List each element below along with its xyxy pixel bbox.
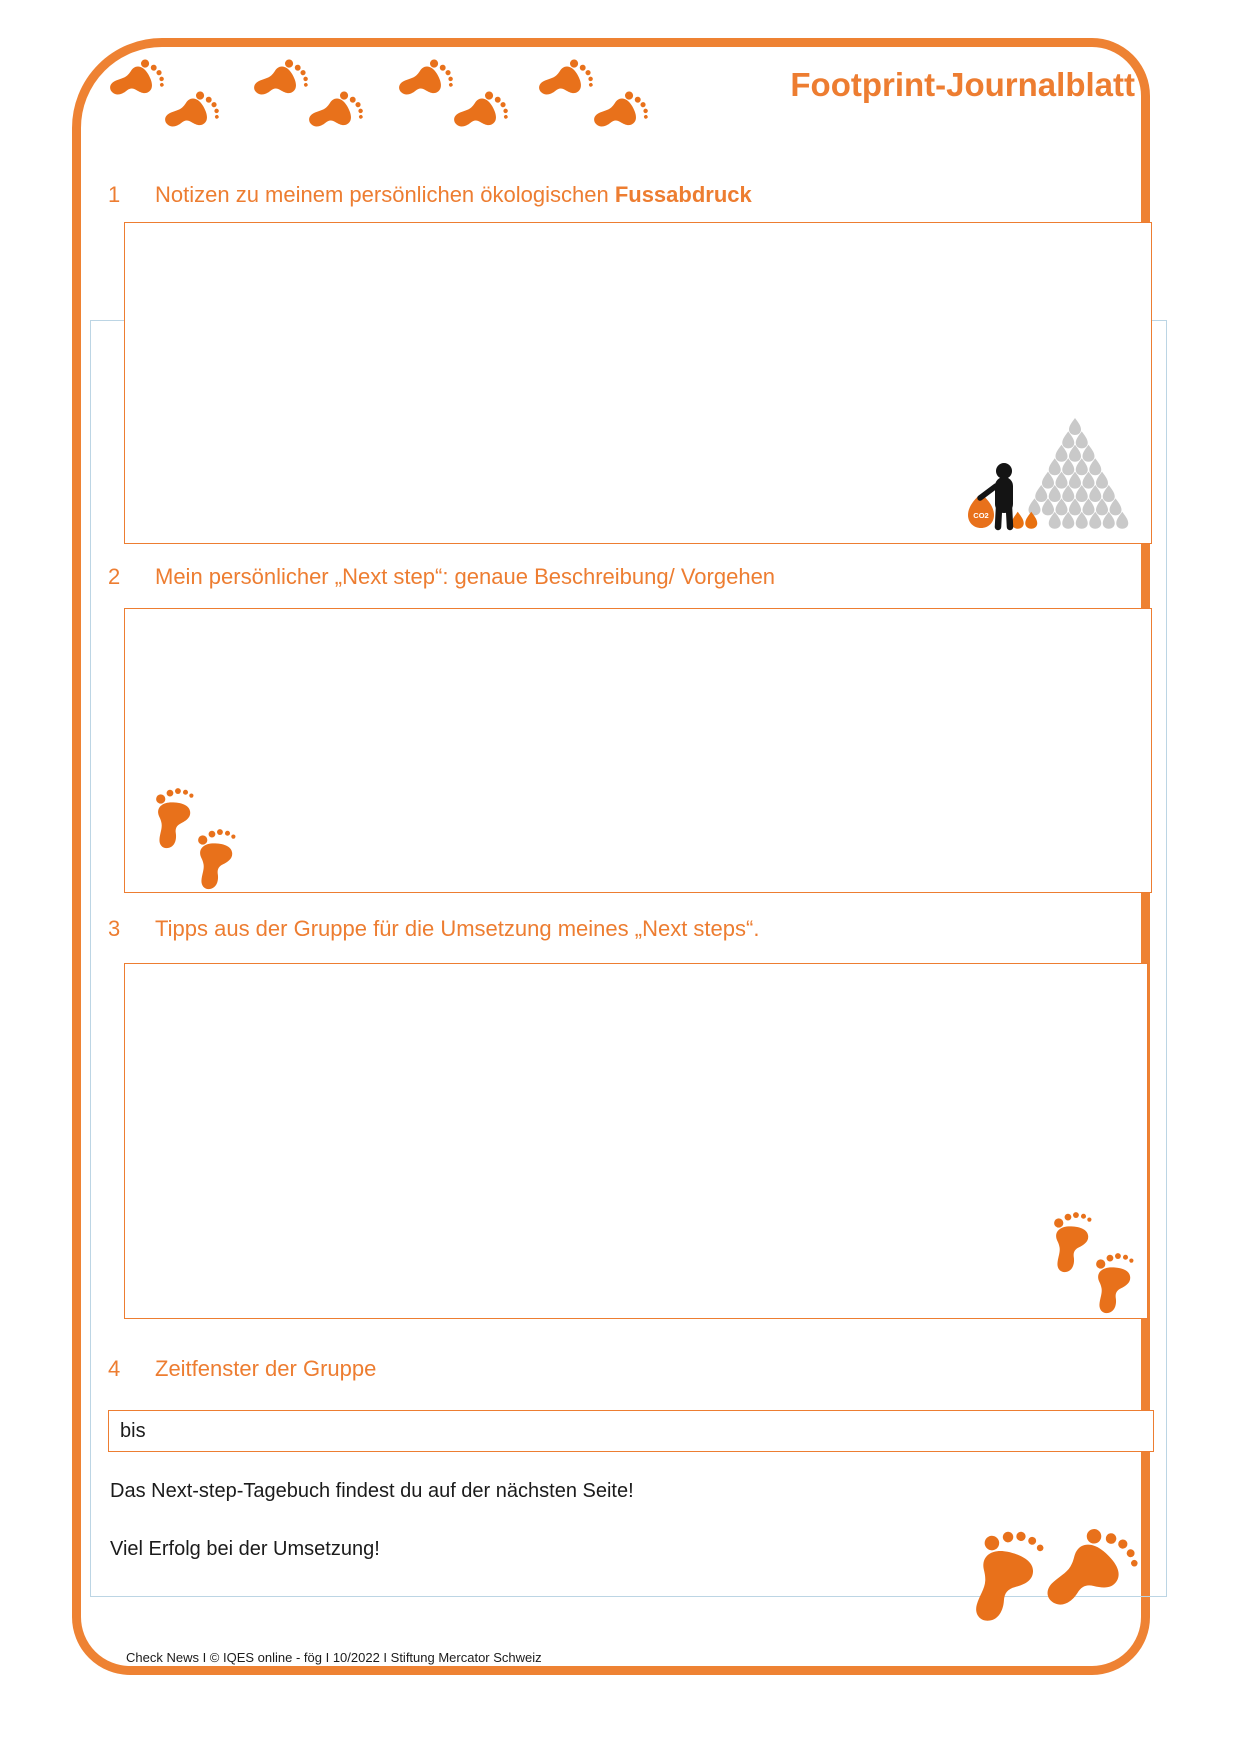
notes-box-next-step[interactable] [124, 608, 1152, 893]
co2-pyramid-icon [1012, 418, 1129, 529]
section-3-heading [0, 916, 1240, 946]
time-window-field[interactable] [108, 1410, 1154, 1452]
person-with-co2-bag-icon [968, 463, 1012, 528]
section-number: 1 [108, 182, 121, 207]
section-1-title: Notizen zu meinem persönlichen ökologischen [155, 182, 615, 207]
section-number: 2 [108, 564, 121, 589]
section-number: 3 [108, 916, 121, 941]
footprints-icon [96, 52, 238, 148]
page-title: Footprint-Journalblatt [790, 66, 1135, 103]
co2-bag-label: CO2 [973, 511, 989, 520]
section-2-heading [0, 564, 1240, 594]
section-2-title: Mein persönlicher „Next step“: genaue Beschreibung/ Vorgehen [155, 564, 776, 589]
closing-line-2: Viel Erfolg bei der Umsetzung! [110, 1538, 380, 1560]
section-4-title: Zeitfenster der Gruppe [155, 1356, 377, 1381]
footprints-icon [152, 786, 240, 896]
time-window-value: bis [120, 1419, 146, 1442]
footprints-icon [525, 52, 667, 148]
section-3-title: Tipps aus der Gruppe für die Umsetzung meines „Next steps“. [155, 916, 760, 941]
section-4-heading [0, 1356, 1240, 1386]
closing-line-1: Das Next-step-Tagebuch findest du auf der nächsten Seite! [110, 1480, 634, 1502]
footprints-icon [955, 1512, 1165, 1662]
co2-pyramid-illustration [960, 410, 1140, 532]
section-number: 4 [108, 1356, 121, 1381]
footprints-icon [240, 52, 382, 148]
footer-credit: Check News I © IQES online - fög I 10/2022 I Stiftung Mercator Schweiz [126, 1650, 542, 1665]
footprints-icon [385, 52, 527, 148]
section-1-title-bold: Fussabdruck [614, 182, 752, 207]
footprints-icon [1050, 1210, 1138, 1320]
notes-box-tipps[interactable] [124, 963, 1148, 1319]
section-1-heading [0, 182, 1240, 212]
